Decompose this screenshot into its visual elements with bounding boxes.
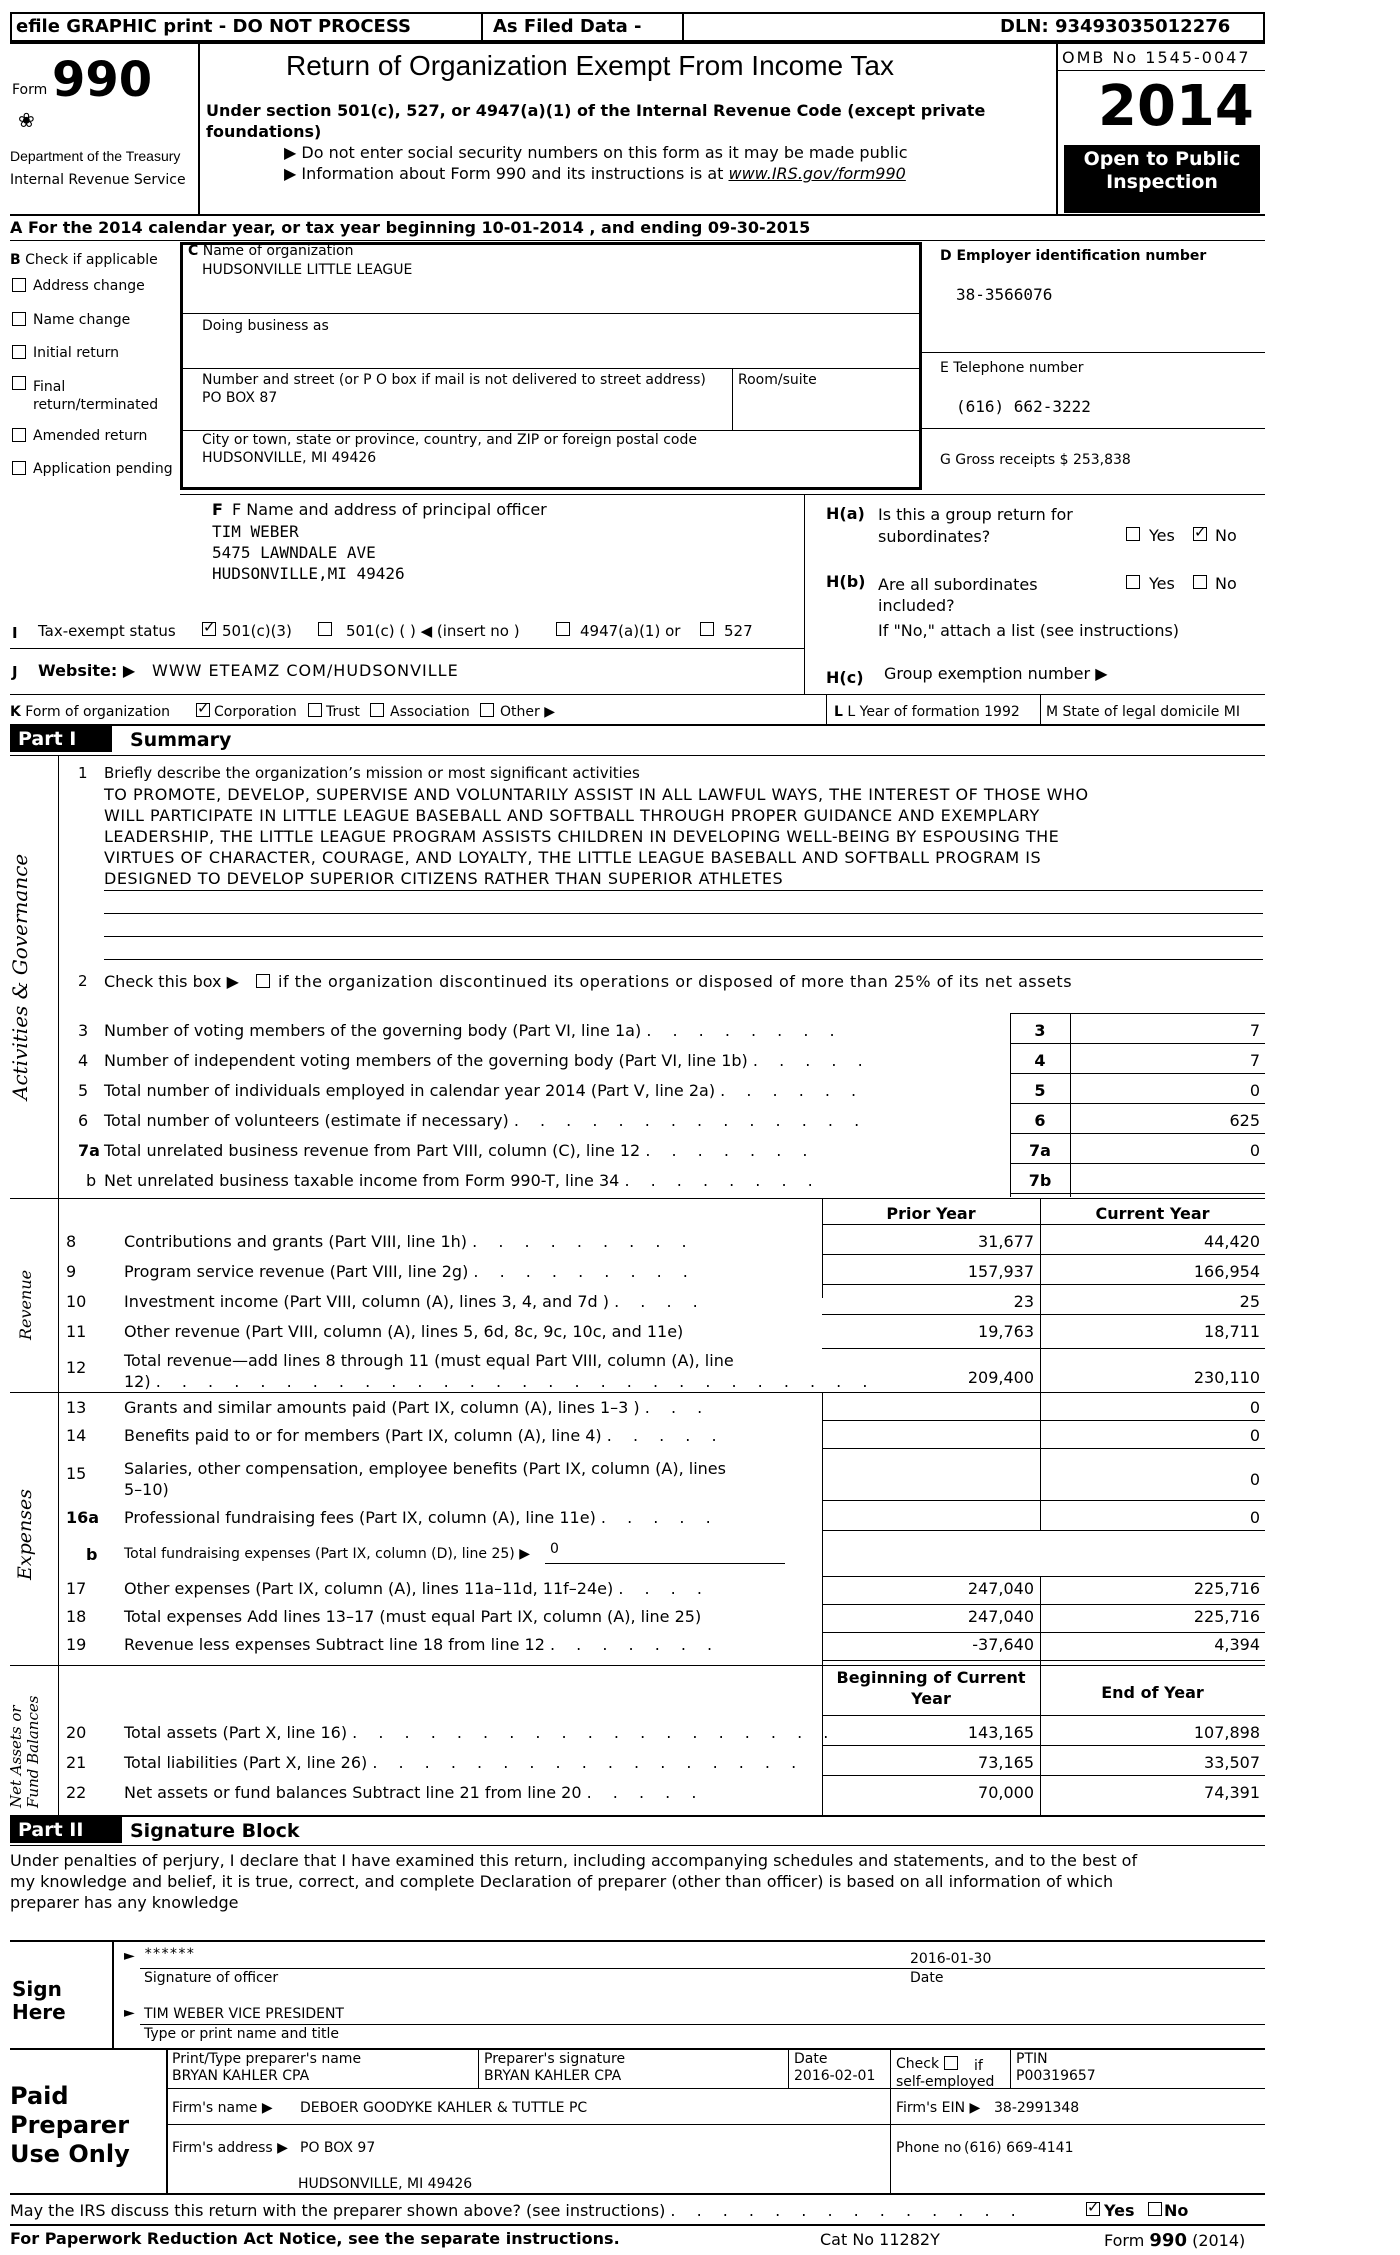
hb-note: If "No," attach a list (see instructions) [878,621,1180,640]
info-note: ▶ Information about Form 990 and its instructions is at www.IRS.gov/form990 [284,164,906,183]
penalty-line-2: my knowledge and belief, it is true, correct, and complete Declaration of preparer (other than officer) is based on all information of which [10,1872,1114,1891]
officer-city: HUDSONVILLE,MI 49426 [212,564,405,583]
mission-line-2: WILL PARTICIPATE IN LITTLE LEAGUE BASEBALL AND SOFTBALL THROUGH PROPER GUIDANCE AND EXEMPLARY [104,806,1040,825]
rev-line-text: Investment income (Part VIII, column (A), lines 3, 4, and 7d ) . . . . [124,1292,706,1311]
dln-number: DLN: 93493035012276 [1000,16,1231,37]
line16b-text: Total fundraising expenses (Part IX, column (D), line 25) ▶ [124,1546,530,1562]
mission-line-1: TO PROMOTE, DEVELOP, SUPERVISE AND VOLUNTARILY ASSIST IN ALL LAWFUL WAYS, THE INTEREST OF THOSE WHO [104,785,1089,804]
corporation-label: Corporation [214,704,297,720]
rev-line-current: 18,711 [1204,1322,1260,1341]
line-a-tax-year: A For the 2014 calendar year, or tax year beginning 10-01-2014 , and ending 09-30-2015 [10,218,811,237]
rule [822,1254,1265,1255]
firm-name: DEBOER GOODYKE KAHLER & TUTTLE PC [300,2100,588,2116]
gov-line-num: b [86,1171,97,1190]
rule [1010,1043,1265,1044]
gov-line-text: Total number of individuals employed in calendar year 2014 (Part V, line 2a) . . . . . . [104,1081,865,1100]
boy-header: Beginning of Current Year [836,1668,1026,1708]
discuss-no-label: No [1164,2201,1189,2220]
final-return-label: Final return/terminated [33,379,159,413]
exp2-line-prior: -37,640 [972,1635,1034,1654]
527-label: 527 [724,622,753,640]
officer-name: TIM WEBER [212,522,299,541]
exp2-line-num: 18 [66,1607,87,1626]
na-line-num: 22 [66,1783,87,1802]
tax-year: 2014 [1098,74,1254,139]
rev-line-num: 11 [66,1322,87,1341]
na-line-eoy: 107,898 [1193,1723,1260,1742]
rule [822,1224,1265,1225]
line16b-value: 0 [550,1541,559,1557]
4947a1-checkbox[interactable] [556,622,570,636]
mission-line-3: LEADERSHIP, THE LITTLE LEAGUE PROGRAM ASSISTS CHILDREN IN DEVELOPING WELL-BEING BY ESPOUSING THE [104,827,1060,846]
current-year-header: Current Year [1095,1204,1210,1223]
trust-label: Trust [326,704,360,720]
line2-num: 2 [78,972,88,990]
ptin-label: PTIN [1016,2051,1048,2067]
gov-line-box: 7a [1029,1141,1051,1160]
discontinued-checkbox[interactable] [256,974,270,988]
final-return-checkbox[interactable] [12,376,26,390]
firm-ein-label: Firm's EIN ▶ [896,2100,981,2116]
penalty-line-3: preparer has any knowledge [10,1893,239,1912]
gov-line-num: 7a [78,1141,100,1160]
ha-yes-label: Yes [1149,526,1175,545]
rule [822,1604,1265,1605]
gov-line-box: 3 [1034,1021,1046,1040]
firm-name-label: Firm's name ▶ [172,2100,273,2116]
na-line-text: Net assets or fund balances Subtract line 21 from line 20 . . . . . [124,1783,705,1802]
sign-arrow-1: ► [124,1948,135,1964]
preparer-signature[interactable]: BRYAN KAHLER CPA [484,2068,622,2084]
gov-line-value: 625 [1229,1111,1260,1130]
address-change-label: Address change [33,278,145,294]
sign-arrow-2: ► [124,2005,135,2021]
ptin-value: P00319657 [1016,2068,1096,2084]
paid-label: Paid [10,2082,69,2110]
sign-date: 2016-01-30 [910,1951,992,1967]
gov-line-box: 6 [1034,1111,1046,1130]
as-filed-label: As Filed Data - [493,16,642,37]
na-line-text: Total assets (Part X, line 16) . . . . . . . . . . . . . . . . . . . [124,1723,837,1742]
org-name-label: C Name of organization [188,243,354,259]
officer-signature[interactable]: ****** [144,1946,195,1962]
line16a-text: Professional fundraising fees (Part IX, column (A), line 11e) . . . . . [124,1508,719,1527]
penalty-line-1: Under penalties of perjury, I declare that I have examined this return, including accompanying schedules and statements, and to the best of [10,1851,1138,1870]
open-public-text: Open to Public Inspection [1083,148,1241,193]
na-line-eoy: 33,507 [1204,1753,1260,1772]
exp-line-num: 14 [66,1426,87,1445]
hb-yes-label: Yes [1149,574,1175,593]
line16b-num: b [86,1545,98,1564]
rev-line-num: 10 [66,1292,87,1311]
self-employed-checkbox[interactable] [944,2056,958,2070]
rev-line-prior: 157,937 [967,1262,1034,1281]
hb-no-label: No [1215,574,1237,593]
rev-line-text: Other revenue (Part VIII, column (A), lines 5, 6d, 8c, 9c, 10c, and 11e) [124,1322,684,1341]
box-f-tag: F [212,500,223,519]
preparer-date-label: Date [794,2051,828,2067]
form-of-org-label: K Form of organization [10,704,171,720]
preparer-name-label: Print/Type preparer's name [172,2051,362,2067]
form-icon: ❀ [18,108,35,132]
ha-no-checkbox[interactable] [1193,527,1207,541]
ha-no-label: No [1215,526,1237,545]
name-change-label: Name change [33,312,131,328]
rule [1010,1133,1265,1134]
association-checkbox[interactable] [370,703,384,717]
line12-prior: 209,400 [967,1368,1034,1387]
hb-tag: H(b) [826,572,866,591]
rule [1010,1163,1265,1164]
exp-line-current: 0 [1249,1426,1260,1445]
firm-address-label: Firm's address ▶ [172,2140,288,2156]
prior-year-header: Prior Year [886,1204,976,1223]
501c-checkbox[interactable] [318,622,332,636]
line15-text: Salaries, other compensation, employee benefits (Part IX, column (A), lines 5–10) [124,1459,726,1499]
sign-label: Sign [12,1977,62,2001]
gov-line-num: 5 [78,1081,89,1100]
street-label: Number and street (or P O box if mail is not delivered to street address) [202,372,706,388]
room-suite-label: Room/suite [738,372,817,388]
firm-address-1: PO BOX 97 [300,2140,376,2156]
hc-text: Group exemption number ▶ [884,664,1108,683]
527-checkbox[interactable] [700,622,714,636]
na-line-boy: 143,165 [967,1723,1034,1742]
amended-return-label: Amended return [33,428,148,444]
name-title-label: Type or print name and title [144,2026,340,2042]
phone-label: E Telephone number [940,360,1084,376]
association-label: Association [390,704,470,720]
rule [822,1775,1265,1776]
city-address: HUDSONVILLE, MI 49426 [202,450,377,466]
line15-current: 0 [1249,1470,1260,1489]
part2-title: Signature Block [130,1820,300,1842]
year-formation: L L Year of formation 1992 [834,704,1020,720]
exp2-line-text: Other expenses (Part IX, column (A), lines 11a–11d, 11f–24e) . . . . [124,1579,710,1598]
501c3-checkbox[interactable] [202,622,216,636]
preparer-date: 2016-02-01 [794,2068,876,2084]
exp2-line-current: 225,716 [1193,1579,1260,1598]
gov-line-value: 0 [1249,1081,1260,1100]
gov-line-text: Number of voting members of the governing body (Part VI, line 1a) . . . . . . . . [104,1021,843,1040]
rule [822,1660,1265,1661]
use-only-label: Use Only [10,2140,130,2168]
gov-line-text: Total number of volunteers (estimate if necessary) . . . . . . . . . . . . . . [104,1111,868,1130]
website-value[interactable]: WWW ETEAMZ COM/HUDSONVILLE [152,661,459,680]
preparer-name: BRYAN KAHLER CPA [172,2068,310,2084]
ein-value: 38-3566076 [956,285,1053,304]
ha-yes-checkbox[interactable] [1126,527,1140,541]
paperwork-notice: For Paperwork Reduction Act Notice, see the separate instructions. [10,2229,620,2248]
officer-street: 5475 LAWNDALE AVE [212,543,376,562]
officer-label: F Name and address of principal officer [232,500,547,519]
other-label: Other ▶ [500,704,555,720]
officer-printed-name: TIM WEBER VICE PRESIDENT [144,2006,344,2022]
exp-line-text: Grants and similar amounts paid (Part IX, column (A), lines 1–3 ) . . . [124,1398,711,1417]
amended-return-checkbox[interactable] [12,428,26,442]
line12-num: 12 [66,1358,87,1377]
rev-line-prior: 23 [1013,1292,1034,1311]
rule [822,1314,1265,1315]
application-pending-checkbox[interactable] [12,461,26,475]
gov-line-text: Total unrelated business revenue from Part VIII, column (C), line 12 . . . . . . . [104,1141,816,1160]
irs-discuss-question: May the IRS discuss this return with the preparer shown above? (see instructions) . . . . . . . . . . . . . . [10,2201,1024,2220]
na-line-num: 21 [66,1753,87,1772]
exp2-line-prior: 247,040 [967,1579,1034,1598]
exp2-line-num: 19 [66,1635,87,1654]
form-number: 990 [52,52,153,108]
street-address: PO BOX 87 [202,390,278,406]
corporation-checkbox[interactable] [196,703,210,717]
gov-line-num: 4 [78,1051,89,1070]
exp-line-text: Benefits paid to or for members (Part IX, column (A), line 4) . . . . . [124,1426,725,1445]
preparer-sig-label: Preparer's signature [484,2051,626,2067]
cat-number: Cat No 11282Y [820,2230,940,2249]
ssn-note: ▶ Do not enter social security numbers on this form as it may be made public [284,143,908,162]
rule [822,1420,1265,1421]
ha-text: Is this a group return for subordinates? [878,505,1073,546]
dept-treasury: Department of the Treasury [10,148,181,164]
rev-line-current: 44,420 [1204,1232,1260,1251]
rev-line-current: 25 [1239,1292,1260,1311]
efile-notice: efile GRAPHIC print - DO NOT PROCESS [16,16,411,37]
exp2-line-num: 17 [66,1579,87,1598]
if-label: if [974,2058,983,2074]
firm-phone-label: Phone no [896,2140,962,2156]
rev-line-num: 9 [66,1262,77,1281]
footer-form-label: Form 990 (2014) [1104,2230,1246,2251]
form-subtitle: Under section 501(c), 527, or 4947(a)(1) of the Internal Revenue Code (except private foundations) [206,101,986,141]
part2-tag: Part II [10,1817,122,1843]
preparer-label: Preparer [10,2111,130,2139]
line1-label: Briefly describe the organization’s mission or most significant activities [104,764,640,782]
line1-num: 1 [78,764,88,782]
line15-num: 15 [66,1464,87,1483]
side-net-assets: Net Assets or Fund Balances [7,1695,42,1808]
exp-line-current: 0 [1249,1398,1260,1417]
rev-line-prior: 31,677 [978,1232,1034,1251]
na-line-boy: 70,000 [978,1783,1034,1802]
line-i-tag: I [12,624,18,642]
rev-line-prior: 19,763 [978,1322,1034,1341]
discuss-yes-checkbox[interactable] [1086,2202,1100,2216]
firm-address-2: HUDSONVILLE, MI 49426 [298,2176,473,2192]
address-change-checkbox[interactable] [12,278,26,292]
initial-return-label: Initial return [33,345,119,361]
gov-line-num: 3 [78,1021,89,1040]
gov-line-value: 7 [1249,1021,1260,1040]
rev-line-text: Contributions and grants (Part VIII, line 1h) . . . . . . . . . [124,1232,695,1251]
gov-line-value: 7 [1249,1051,1260,1070]
501c-label: 501(c) ( ) ◀ (insert no ) [346,622,520,640]
exp2-line-current: 225,716 [1193,1607,1260,1626]
state-domicile: M State of legal domicile MI [1046,704,1241,720]
gov-line-text: Number of independent voting members of the governing body (Part VI, line 1b) . . . . . [104,1051,871,1070]
self-employed-label: self-employed [896,2074,995,2090]
line2-text2: if the organization discontinued its operations or disposed of more than 25% of its net assets [278,972,1073,991]
rev-line-text: Program service revenue (Part VIII, line 2g) . . . . . . . . . [124,1262,696,1281]
discuss-yes-label: Yes [1104,2201,1135,2220]
rule [822,1745,1265,1746]
irs-link[interactable]: www.IRS.gov/form990 [728,164,906,183]
gov-line-box: 5 [1034,1081,1046,1100]
501c3-label: 501(c)(3) [222,622,292,640]
city-label: City or town, state or province, country, and ZIP or foreign postal code [202,432,697,448]
hb-no-checkbox[interactable] [1193,575,1207,589]
irs-label: Internal Revenue Service [10,172,186,188]
hb-yes-checkbox[interactable] [1126,575,1140,589]
trust-checkbox[interactable] [308,703,322,717]
date-label: Date [910,1970,944,1986]
na-line-num: 20 [66,1723,87,1742]
tax-exempt-label: Tax-exempt status [38,622,176,640]
omb-number: OMB No 1545-0047 [1062,48,1251,67]
initial-return-checkbox[interactable] [12,345,26,359]
rule [1010,1073,1265,1074]
gov-line-text: Net unrelated business taxable income from Form 990-T, line 34 . . . . . . . . [104,1171,821,1190]
part1-title: Summary [130,729,232,751]
line12-current: 230,110 [1193,1368,1260,1387]
line16a-current: 0 [1249,1508,1260,1527]
eoy-header: End of Year [1101,1683,1204,1702]
exp2-line-prior: 247,040 [967,1607,1034,1626]
exp2-line-text: Total expenses Add lines 13–17 (must equal Part IX, column (A), line 25) [124,1607,702,1626]
name-change-checkbox[interactable] [12,312,26,326]
hc-tag: H(c) [826,668,864,687]
shaded-16b [823,1531,1265,1576]
gross-receipts: G Gross receipts $ 253,838 [940,452,1131,468]
firm-ein: 38-2991348 [994,2100,1080,2116]
here-label: Here [12,2000,66,2024]
discuss-no-checkbox[interactable] [1148,2202,1162,2216]
firm-phone: (616) 669-4141 [964,2140,1074,2156]
form-title: Return of Organization Exempt From Income Tax [286,50,894,81]
line-j-tag: J [12,663,18,681]
na-line-eoy: 74,391 [1204,1783,1260,1802]
na-line-text: Total liabilities (Part X, line 26) . . . . . . . . . . . . . . . . . [124,1753,805,1772]
signature-label: Signature of officer [144,1970,279,1986]
ha-tag: H(a) [826,504,865,523]
hb-text: Are all subordinates included? [878,575,1038,615]
line12-text: Total revenue—add lines 8 through 11 (must equal Part VIII, column (A), line 12) . . . . . . . . . . . . . . . . . . . . . . . . . . . . [124,1351,876,1391]
line2-text: Check this box ▶ [104,972,239,991]
4947a1-label: 4947(a)(1) or [580,622,681,640]
gov-line-num: 6 [78,1111,89,1130]
org-name: HUDSONVILLE LITTLE LEAGUE [202,262,413,278]
rule [1010,1193,1265,1194]
box-b-title: B Check if applicable [10,252,158,268]
ein-label: D Employer identification number [940,248,1207,264]
rev-line-num: 8 [66,1232,77,1251]
side-activities-governance: Activities & Governance [8,853,32,1100]
website-label: Website: ▶ [38,661,136,680]
other-checkbox[interactable] [480,703,494,717]
gov-line-box: 4 [1034,1051,1046,1070]
application-pending-label: Application pending [33,461,173,477]
exp-line-num: 13 [66,1398,87,1417]
mission-line-5: DESIGNED TO DEVELOP SUPERIOR CITIZENS RATHER THAN SUPERIOR ATHLETES [104,869,784,888]
phone-value: (616) 662-3222 [956,397,1091,416]
mission-line-4: VIRTUES OF CHARACTER, COURAGE, AND LOYALTY, THE LITTLE LEAGUE BASEBALL AND SOFTBALL PROGRAM IS [104,848,1042,867]
rule [1010,1103,1265,1104]
gov-line-value: 0 [1249,1141,1260,1160]
rev-line-current: 166,954 [1193,1262,1260,1281]
side-expenses: Expenses [14,1489,36,1580]
exp2-line-text: Revenue less expenses Subtract line 18 from line 12 . . . . . . . [124,1635,721,1654]
side-revenue: Revenue [16,1269,35,1340]
rule [822,1284,1265,1285]
part1-tag: Part I [10,726,112,752]
exp2-line-current: 4,394 [1214,1635,1260,1654]
check-label: Check [896,2056,940,2072]
dba-label: Doing business as [202,318,329,334]
form-word: Form [12,82,48,98]
rule [822,1632,1265,1633]
gov-line-box: 7b [1028,1171,1052,1190]
rule [1010,1013,1265,1014]
line16a-num: 16a [66,1508,100,1527]
na-line-boy: 73,165 [978,1753,1034,1772]
